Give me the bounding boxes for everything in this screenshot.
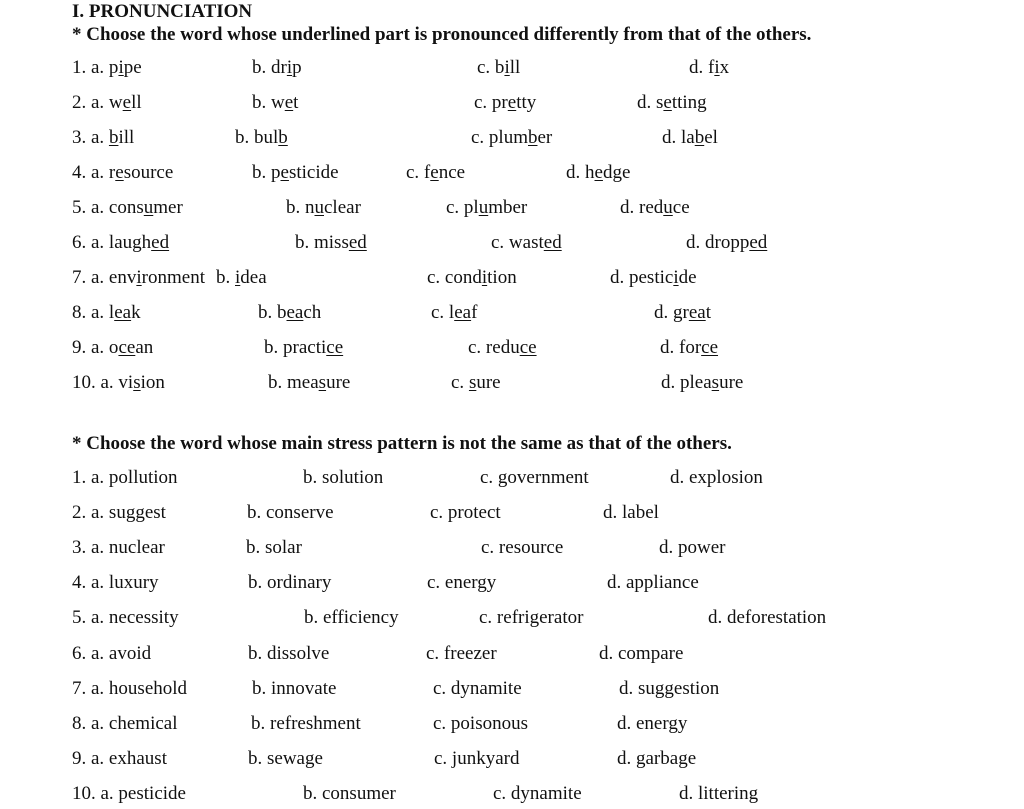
option-text: d. f (689, 57, 715, 78)
option-a (72, 570, 159, 596)
underlined-part: ed (151, 232, 170, 253)
option-a (72, 781, 186, 807)
option-text: d. compare (599, 643, 684, 664)
option-text: 7. a. env (72, 267, 137, 288)
option-c (406, 160, 465, 186)
option-text: sticide (288, 162, 339, 183)
option-text: 3. a. (72, 127, 109, 148)
option-text: b. conserve (247, 502, 334, 523)
option-text: 6. a. laugh (72, 232, 152, 253)
underlined-part: u (478, 197, 489, 218)
part2-instruction: * Choose the word whose main stress pattern is not the same as that of the others. (72, 433, 732, 454)
option-text: d. s (637, 92, 664, 113)
underlined-part: ce (118, 337, 136, 358)
option-c (451, 370, 501, 396)
option-c (427, 265, 517, 291)
question-4 (0, 570, 1024, 596)
option-text: 9. a. exhaust (72, 748, 167, 769)
option-a (72, 300, 141, 326)
option-text: d. plea (661, 372, 712, 393)
option-text: ll (131, 92, 142, 113)
option-b (248, 641, 329, 667)
option-text: mer (153, 197, 183, 218)
option-text: b. dissolve (248, 643, 330, 664)
question-6 (0, 641, 1024, 667)
option-text: d. la (662, 127, 695, 148)
option-c (431, 300, 477, 326)
question-10 (0, 781, 1024, 807)
option-text: d. garbage (617, 748, 697, 769)
underlined-part: ce (701, 337, 719, 358)
question-9 (0, 335, 1024, 361)
option-text: b. (216, 267, 235, 288)
option-b (268, 370, 350, 396)
option-d (617, 746, 696, 772)
option-text: c. refrigerator (479, 607, 584, 628)
option-c (481, 535, 563, 561)
option-text: 5. a. cons (72, 197, 144, 218)
option-d (599, 641, 683, 667)
option-text: k (131, 302, 141, 323)
option-b (246, 535, 302, 561)
option-text: c. f (406, 162, 431, 183)
option-text: b. mea (268, 372, 319, 393)
section-title: I. PRONUNCIATION (72, 1, 253, 22)
option-text: 9. a. o (72, 337, 119, 358)
underlined-part: b (108, 127, 119, 148)
question-7 (0, 676, 1024, 702)
option-text: 7. a. household (72, 678, 188, 699)
underlined-part: ce (519, 337, 537, 358)
option-d (659, 535, 725, 561)
option-text: b. dr (252, 57, 287, 78)
underlined-part: i (136, 267, 142, 288)
question-2 (0, 90, 1024, 116)
option-c (426, 641, 497, 667)
option-text: b. solar (246, 537, 302, 558)
option-text: d. dropp (686, 232, 750, 253)
question-8 (0, 711, 1024, 737)
option-text: d. energy (617, 713, 688, 734)
underlined-part: i (673, 267, 679, 288)
option-text: b. refreshment (251, 713, 361, 734)
option-c (468, 335, 537, 361)
option-text: 4. a. r (72, 162, 116, 183)
option-a (72, 335, 153, 361)
option-text: dge (602, 162, 631, 183)
option-a (72, 195, 183, 221)
option-c (433, 711, 528, 737)
option-text: clear (324, 197, 361, 218)
option-text: b. innovate (252, 678, 337, 699)
option-text: b. solution (303, 467, 384, 488)
option-b (303, 465, 383, 491)
option-text: 10. a. vi (72, 372, 134, 393)
option-b (286, 195, 361, 221)
option-d (566, 160, 630, 186)
option-text: d. littering (679, 783, 759, 804)
part1-instruction: * Choose the word whose underlined part is pronounced differently from that of the others. (72, 24, 812, 45)
option-b (252, 55, 302, 81)
option-text: tion (487, 267, 517, 288)
option-text: d. gr (654, 302, 689, 323)
option-b (252, 160, 339, 186)
option-d (689, 55, 729, 81)
underlined-part: i (286, 57, 293, 78)
underlined-part: ed (749, 232, 768, 253)
option-text: c. wast (491, 232, 544, 253)
option-text: 6. a. avoid (72, 643, 152, 664)
option-text: 1. a. pollution (72, 467, 178, 488)
option-d (708, 605, 826, 631)
option-b (258, 300, 321, 326)
question-5 (0, 195, 1024, 221)
option-text: d. label (603, 502, 659, 523)
option-d (662, 125, 718, 151)
question-9 (0, 746, 1024, 772)
option-c (433, 676, 522, 702)
option-text: c. dynamite (493, 783, 582, 804)
option-text: de (678, 267, 697, 288)
option-text: 2. a. suggest (72, 502, 166, 523)
option-d (661, 370, 743, 396)
underlined-part: e (594, 162, 603, 183)
option-c (491, 230, 562, 256)
option-b (216, 265, 267, 291)
option-text: b. practi (264, 337, 327, 358)
option-text: c. pl (446, 197, 479, 218)
question-7 (0, 265, 1024, 291)
option-b (304, 605, 399, 631)
option-a (72, 605, 179, 631)
option-text: 8. a. l (72, 302, 115, 323)
option-text: c. pr (474, 92, 508, 113)
option-text: f (471, 302, 478, 323)
underlined-part: e (430, 162, 439, 183)
option-text: 5. a. necessity (72, 607, 179, 628)
option-text: 2. a. w (72, 92, 123, 113)
option-d (620, 195, 690, 221)
option-text: c. redu (468, 337, 520, 358)
option-text: ll (509, 57, 521, 78)
option-a (72, 500, 166, 526)
option-text: d. appliance (607, 572, 699, 593)
option-text: ure (476, 372, 501, 393)
option-d (686, 230, 767, 256)
underlined-part: e (284, 92, 294, 113)
option-text: d. explosion (670, 467, 763, 488)
underlined-part: e (507, 92, 517, 113)
question-3 (0, 125, 1024, 151)
option-text: tting (671, 92, 707, 113)
option-c (471, 125, 552, 151)
question-3 (0, 535, 1024, 561)
option-text: c. junkyard (434, 748, 520, 769)
option-a (72, 90, 142, 116)
option-text: nce (438, 162, 466, 183)
underlined-part: ea (286, 302, 304, 323)
option-c (427, 570, 496, 596)
underlined-part: s (468, 372, 477, 393)
underlined-part: u (143, 197, 154, 218)
option-c (480, 465, 589, 491)
option-text: el (704, 127, 718, 148)
option-d (679, 781, 758, 807)
option-a (72, 125, 134, 151)
underlined-part: i (481, 267, 488, 288)
underlined-part: b (278, 127, 288, 148)
option-d (617, 711, 687, 737)
underlined-part: s (711, 372, 720, 393)
option-a (72, 265, 205, 291)
option-a (72, 711, 178, 737)
underlined-part: i (714, 57, 720, 78)
option-text: 3. a. nuclear (72, 537, 165, 558)
underlined-part: i (504, 57, 510, 78)
option-a (72, 676, 187, 702)
underlined-part: ea (114, 302, 132, 323)
option-a (72, 746, 167, 772)
underlined-part: i (235, 267, 241, 288)
underlined-part: e (280, 162, 289, 183)
option-text: b. w (252, 92, 285, 113)
option-c (493, 781, 582, 807)
option-b (303, 781, 396, 807)
option-text: p (292, 57, 302, 78)
underlined-part: b (694, 127, 705, 148)
option-c (477, 55, 520, 81)
option-text: d. deforestation (708, 607, 827, 628)
option-text: d. for (660, 337, 702, 358)
question-2 (0, 500, 1024, 526)
option-text: c. freezer (426, 643, 497, 664)
question-5 (0, 605, 1024, 631)
option-text: ill (118, 127, 135, 148)
option-text: t (705, 302, 711, 323)
option-text: tty (516, 92, 537, 113)
option-text: 8. a. chemical (72, 713, 178, 734)
option-text: b. n (286, 197, 315, 218)
option-text: ion (140, 372, 165, 393)
option-text: c. government (480, 467, 589, 488)
underlined-part: i (118, 57, 124, 78)
option-a (72, 160, 173, 186)
option-text: ure (326, 372, 351, 393)
question-1 (0, 55, 1024, 81)
underlined-part: e (663, 92, 672, 113)
option-d (610, 265, 697, 291)
option-b (264, 335, 343, 361)
option-b (247, 500, 334, 526)
option-text: b. miss (295, 232, 349, 253)
option-text: d. h (566, 162, 595, 183)
option-text: c. resource (481, 537, 564, 558)
option-text: an (135, 337, 154, 358)
question-1 (0, 465, 1024, 491)
underlined-part: s (133, 372, 141, 393)
option-c (474, 90, 536, 116)
option-a (72, 535, 165, 561)
underlined-part: u (663, 197, 673, 218)
option-text: dea (240, 267, 267, 288)
option-text: 4. a. luxury (72, 572, 159, 593)
option-d (619, 676, 719, 702)
underlined-part: u (314, 197, 324, 218)
option-b (235, 125, 288, 151)
option-text: t (293, 92, 299, 113)
option-b (248, 746, 323, 772)
option-text: c. (451, 372, 469, 393)
underlined-part: ea (688, 302, 706, 323)
option-c (430, 500, 501, 526)
option-text: c. poisonous (433, 713, 528, 734)
option-text: c. protect (430, 502, 501, 523)
option-a (72, 370, 165, 396)
option-b (252, 90, 298, 116)
option-text: er (537, 127, 553, 148)
option-text: b. sewage (248, 748, 323, 769)
option-b (295, 230, 367, 256)
underlined-part: b (528, 127, 538, 148)
option-text: b. efficiency (304, 607, 399, 628)
underlined-part: e (115, 162, 124, 183)
option-text: 1. a. p (72, 57, 119, 78)
option-d (603, 500, 659, 526)
option-c (434, 746, 519, 772)
option-text: c. l (431, 302, 455, 323)
option-text: 10. a. pesticide (72, 783, 186, 804)
underlined-part: ce (326, 337, 344, 358)
option-text: pe (123, 57, 142, 78)
option-b (252, 676, 336, 702)
option-a (72, 641, 151, 667)
question-6 (0, 230, 1024, 256)
question-4 (0, 160, 1024, 186)
option-text: mber (488, 197, 528, 218)
option-text: b. consumer (303, 783, 396, 804)
option-a (72, 465, 178, 491)
option-b (248, 570, 331, 596)
option-text: ch (303, 302, 322, 323)
option-c (446, 195, 527, 221)
option-text: b. b (258, 302, 287, 323)
option-text: d. suggestion (619, 678, 720, 699)
question-8 (0, 300, 1024, 326)
option-text: c. dynamite (433, 678, 522, 699)
underlined-part: ed (348, 232, 367, 253)
option-d (654, 300, 711, 326)
option-text: b. p (252, 162, 281, 183)
option-c (479, 605, 583, 631)
option-b (251, 711, 361, 737)
option-text: c. energy (427, 572, 497, 593)
option-text: b. bul (235, 127, 279, 148)
option-d (637, 90, 707, 116)
option-text: ure (719, 372, 744, 393)
option-text: c. plum (471, 127, 528, 148)
option-a (72, 55, 142, 81)
question-10 (0, 370, 1024, 396)
option-text: x (719, 57, 730, 78)
option-text: d. power (659, 537, 726, 558)
option-d (670, 465, 763, 491)
option-text: d. red (620, 197, 664, 218)
option-text: c. b (477, 57, 505, 78)
underlined-part: s (318, 372, 327, 393)
underlined-part: ea (454, 302, 472, 323)
underlined-part: e (122, 92, 132, 113)
underlined-part: ed (543, 232, 562, 253)
option-text: ronment (141, 267, 205, 288)
option-text: c. cond (427, 267, 482, 288)
option-a (72, 230, 169, 256)
option-text: d. pestic (610, 267, 674, 288)
option-d (660, 335, 718, 361)
option-text: ce (672, 197, 690, 218)
option-d (607, 570, 699, 596)
option-text: source (123, 162, 174, 183)
option-text: b. ordinary (248, 572, 332, 593)
